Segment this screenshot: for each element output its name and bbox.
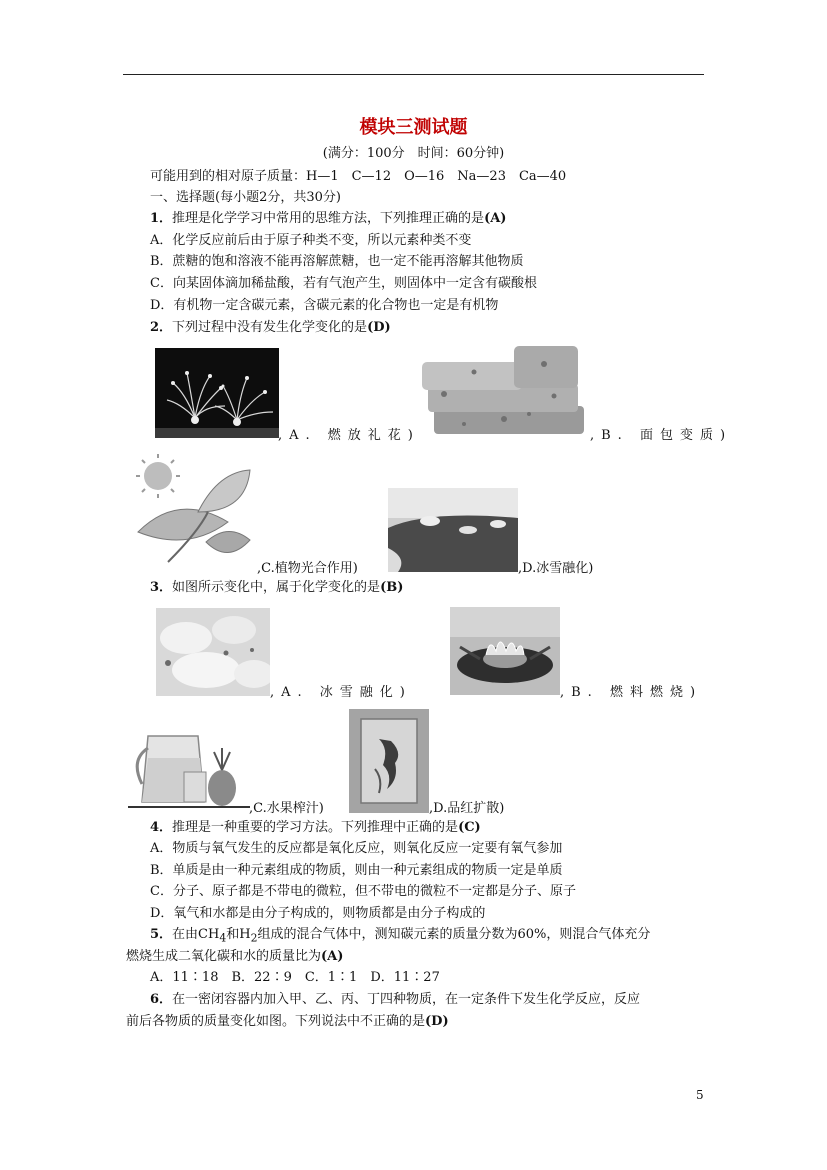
question-text: 前后各物质的质量变化如图。下列说法中不正确的是 xyxy=(126,1014,426,1029)
image-caption: ,C.水果榨汁) xyxy=(249,801,324,816)
option: C．分子、原子都是不带电的微粒，但不带电的微粒不一定都是分子、原子 xyxy=(150,884,576,899)
question-5-stem xyxy=(150,925,650,949)
option: A．物质与氧气发生的反应都是氧化反应，则氧化反应一定要有氧气参加 xyxy=(150,841,563,856)
subscript: 2 xyxy=(250,931,258,945)
answer-mark: (A) xyxy=(321,949,344,964)
question-number: 5． xyxy=(150,927,173,942)
answer-mark: (C) xyxy=(458,820,481,835)
question-6-stem xyxy=(150,990,640,1010)
gas-stove-image xyxy=(450,607,560,695)
image-caption: ,B. 燃料燃烧) xyxy=(560,685,703,700)
question-6-stem-continued xyxy=(126,1012,449,1032)
question-5-stem-continued xyxy=(126,947,343,967)
image-caption: ,D.品红扩散) xyxy=(429,801,505,816)
question-text: 推理是一种重要的学习方法。下列推理中正确的是 xyxy=(172,820,459,835)
plant-photosynthesis-image xyxy=(128,452,258,572)
moldy-bread-image xyxy=(414,344,590,438)
question-3-stem xyxy=(150,578,403,598)
snow-image xyxy=(156,608,270,696)
option: D．氧气和水都是由分子构成的，则物质都是由分子构成的 xyxy=(150,906,486,921)
fireworks-image xyxy=(155,348,279,438)
question-number: 2． xyxy=(150,320,173,335)
answer-mark: (A) xyxy=(484,211,507,226)
question-text: 下列过程中没有发生化学变化的是 xyxy=(172,320,368,335)
image-caption: ,A. 冰雪融化) xyxy=(270,685,412,700)
option: C．向某固体滴加稀盐酸，若有气泡产生，则固体中一定含有碳酸根 xyxy=(150,276,537,291)
melting-snow-image xyxy=(388,488,518,572)
question-text: 在一密闭容器内加入甲、乙、丙、丁四种物质，在一定条件下发生化学反应，反应 xyxy=(172,992,641,1007)
question-text: 推理是化学学习中常用的思维方法，下列推理正确的是 xyxy=(172,211,485,226)
option: D．有机物一定含碳元素，含碳元素的化合物也一定是有机物 xyxy=(150,298,499,313)
answer-mark: (D) xyxy=(425,1014,449,1029)
image-caption: ,A. 燃放礼花) xyxy=(278,428,420,443)
atomic-mass-line: 可能用到的相对原子质量：H—1 C—12 O—16 Na—23 Ca—40 xyxy=(150,169,567,184)
question-4-stem xyxy=(150,818,481,838)
question-1-stem xyxy=(150,209,506,229)
option: A．11∶18 B．22∶9 C．1∶1 D．11∶27 xyxy=(150,970,440,985)
subtitle: (满分：100分 时间：60分钟) xyxy=(322,146,505,161)
option: A．化学反应前后由于原子种类不变，所以元素种类不变 xyxy=(150,233,472,248)
question-number: 3． xyxy=(150,580,173,595)
question-text: 和H xyxy=(226,927,251,942)
page-number: 5 xyxy=(696,1088,704,1102)
header-rule xyxy=(123,74,704,75)
image-caption: ,C.植物光合作用) xyxy=(257,561,358,576)
question-text: 在由CH xyxy=(172,927,220,942)
question-text: 燃烧生成二氧化碳和水的质量比为 xyxy=(126,949,322,964)
section-heading: 一、选择题(每小题2分，共30分) xyxy=(150,190,341,205)
question-number: 4． xyxy=(150,820,173,835)
question-text: 组成的混合气体中，测知碳元素的质量分数为60%，则混合气体充分 xyxy=(257,927,651,942)
question-number: 1． xyxy=(150,211,173,226)
answer-mark: (D) xyxy=(367,320,391,335)
subscript: 4 xyxy=(219,931,227,945)
dye-diffusion-image xyxy=(349,709,429,813)
image-caption: ,B. 面包变质) xyxy=(590,428,733,443)
question-number: 6． xyxy=(150,992,173,1007)
question-text: 如图所示变化中，属于化学变化的是 xyxy=(172,580,381,595)
image-caption: ,D.冰雪融化) xyxy=(518,561,594,576)
juice-jug-image xyxy=(128,728,250,810)
question-2-stem xyxy=(150,318,391,338)
option: B．单质是由一种元素组成的物质，则由一种元素组成的物质一定是单质 xyxy=(150,863,563,878)
answer-mark: (B) xyxy=(380,580,404,595)
page-title: 模块三测试题 xyxy=(359,117,468,138)
option: B．蔗糖的饱和溶液不能再溶解蔗糖，也一定不能再溶解其他物质 xyxy=(150,254,524,269)
